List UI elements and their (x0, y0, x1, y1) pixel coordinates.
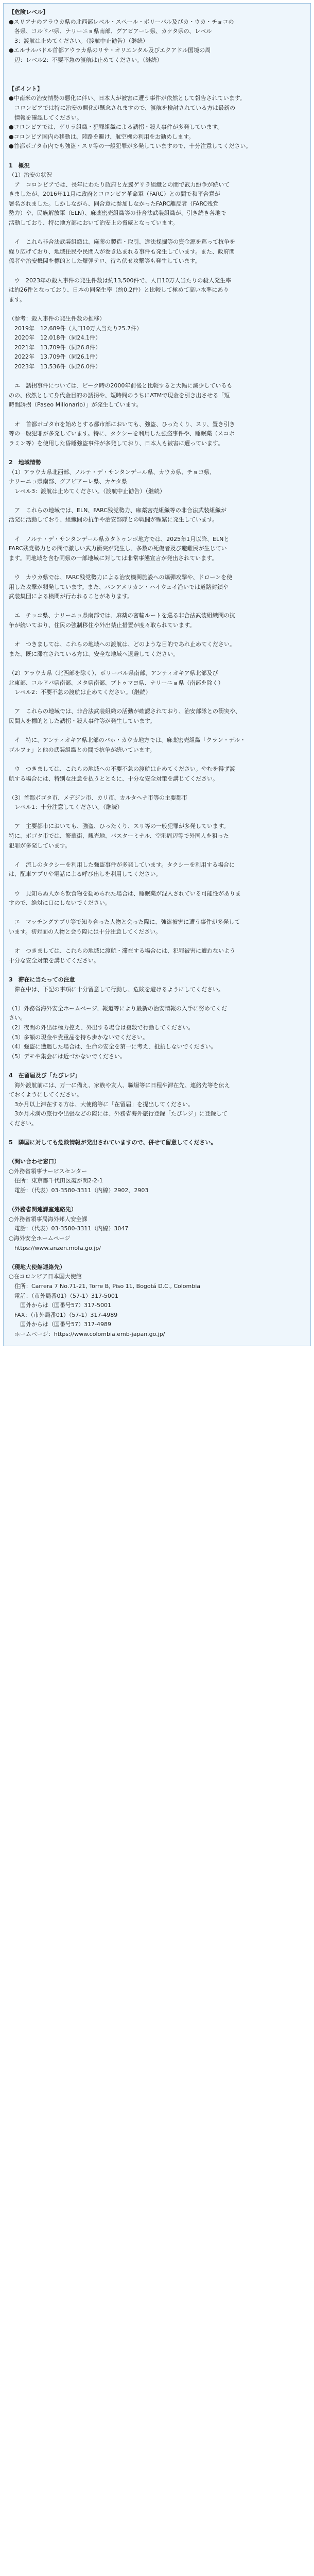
text-line: FARC残党勢力との間で激しい武力衝突が発生し、多数の死傷者及び避難民が生じてい (9, 545, 227, 552)
blank-line (9, 304, 305, 314)
blank-line (9, 726, 305, 736)
text-line: 海外渡航前には、万一に備え、家族や友人、職場等に日程や滞在先、連絡先等を伝え (9, 1081, 230, 1089)
text-line: ウ 2023年の殺人事件の発生件数は約13,500件で、人口10万人当たりの殺人発生率 (9, 277, 232, 284)
text-line: ○外務省領事局海外邦人安全課 (9, 1215, 88, 1223)
text-line: （3）多額の現金や貴重品を持ち歩かないでください。 (9, 1033, 148, 1041)
text-line: 3か月以上滞在する方は、大使館等に「在留届」を提出してください。 (9, 1100, 194, 1108)
blank-line (9, 994, 305, 1004)
text-line: ○外務省領事サービスセンター (9, 1167, 88, 1175)
text-line: ウ つきましては、これらの地域への不要不急の渡航は止めてください。やむを得ず渡 (9, 765, 235, 772)
text-line: レベル1：十分注意してください。（継続） (9, 804, 123, 811)
text-line: 1 概況 (9, 162, 30, 169)
text-line: オ 首都ボゴタ市を始めとする都市部においても、強盗、ひったくり、スリ、置き引き (9, 420, 235, 428)
blank-line (9, 631, 305, 640)
text-line: 辺：レベル2：不要不急の渡航は止めてください。（継続） (9, 56, 163, 63)
blank-line (9, 75, 305, 84)
text-line: ます。 (9, 296, 26, 303)
text-line: ○在コロンビア日本国大使館 (9, 1273, 82, 1280)
text-line: ウ カウカ県では、FARC残党勢力による治安機関施設への爆弾攻撃や、ドローンを使 (9, 574, 233, 581)
blank-line (9, 228, 305, 238)
blank-line (9, 448, 305, 458)
text-line: FAX：（市外局番01）（57-1）317-4989 (9, 1311, 118, 1318)
blank-line (9, 755, 305, 765)
text-line: ア これらの地域では、ELN、FARC残党勢力、麻薬密売組織等の非合法武装組織が (9, 506, 226, 514)
text-line: （参考：殺人事件の発生件数の推移） (9, 315, 105, 322)
text-line: ○海外安全ホームページ (9, 1235, 71, 1242)
text-line: ア コロンビアでは、長年にわたり政府と左翼ゲリラ組織との間で武力紛争が続いて (9, 181, 230, 188)
text-line: 争が続いており、住民の強制移住や外出禁止措置が度々取られています。 (9, 622, 196, 629)
text-line: オ つきましては、これらの地域に渡航・滞在する場合には、犯罪被害に遭わないよう (9, 947, 235, 955)
text-line: また、既に滞在されている方は、安全な地域へ退避してください。 (9, 650, 179, 657)
text-line[interactable]: https://www.anzen.mofa.go.jp/ (9, 1244, 101, 1251)
blank-line (9, 496, 305, 506)
text-line: 特に、ボゴタ市では、繁華街、観光地、バスターミナル、空港周辺等で外国人を狙った (9, 833, 229, 840)
blank-line (9, 410, 305, 420)
text-line: ア これらの地域では、非合法武装組織の活動が確認されており、治安部隊との衝突や、 (9, 708, 241, 715)
text-line: 3か月未満の旅行や出張などの際には、外務省海外旅行登録「たびレジ」に登録して (9, 1110, 228, 1117)
blank-line (9, 372, 305, 382)
text-line: 電話：（代表）03-3580-3311（内線）3047 (9, 1225, 129, 1232)
text-line: 勢力）や、民族解放軍（ELN）、麻薬密売組織等の非合法武装組織が、引き続き各地で (9, 210, 226, 217)
text-line: 電話：（代表）03-3580-3311（内線）2902、2903 (9, 1187, 149, 1194)
text-line: イ これら非合法武装組織は、麻薬の製造・取引、違法採掘等の資金源を巡って抗争を (9, 239, 235, 246)
text-line: （2）夜間の外出は極力控え、外出する場合は複数で行動してください。 (9, 1024, 194, 1031)
safety-info-document (3, 3, 311, 1346)
blank-line (9, 602, 305, 612)
blank-line (9, 659, 305, 669)
text-line: すので、絶対に口にしないでください。 (9, 900, 111, 907)
blank-line (9, 525, 305, 535)
text-line: 2 地域情勢 (9, 459, 41, 466)
text-line: （1）アラウカ県北西部、ノルテ・デ・サンタンデール県、カウカ県、チョコ県、 (9, 468, 216, 476)
text-line: 民間人を標的とした誘拐・殺人事件等が発生しています。 (9, 717, 156, 724)
text-line: （4）強盗に遭遇した場合は、生命の安全を第一に考え、抵抗しないでください。 (9, 1043, 217, 1050)
text-line: （5）デモや集会には近づかないでください。 (9, 1053, 126, 1060)
text-line: ア 主要都市においても、強盗、ひったくり、スリ等の一般犯罪が多発しています。 (9, 823, 230, 830)
blank-line (9, 1253, 305, 1263)
text-line: （現地大使館連絡先） (9, 1263, 65, 1270)
text-line: （外務省関連課室連絡先） (9, 1206, 77, 1213)
blank-line (9, 908, 305, 918)
blank-line (9, 698, 305, 707)
text-line: 北東部、コルドバ県南部、メタ県南部、プトゥマヨ県、ナリーニョ県（南部を除く） (9, 679, 224, 686)
text-line: 2022年 13,709件（同26.1件） (9, 353, 101, 361)
blank-line (9, 563, 305, 573)
text-line[interactable]: ホームページ：https://www.colombia.emb-japan.go.jp/ (9, 1330, 165, 1337)
text-line: さい。 (9, 1014, 26, 1022)
text-line: イ 流しのタクシーを利用した強盗事件が多発しています。タクシーを利用する場合に (9, 861, 235, 868)
text-line: （問い合わせ窓口） (9, 1158, 60, 1165)
text-line: レベル2：不要不急の渡航は止めてください。（継続） (9, 689, 151, 696)
text-line: エ チョコ県、ナリーニョ県南部では、麻薬の密輸ルートを巡る非合法武装組織間の抗 (9, 612, 235, 619)
text-line: きましたが、2016年11月に政府とコロンビア革命軍（FARC）との間で和平合意が (9, 191, 220, 198)
blank-line (9, 965, 305, 975)
text-line: （1）治安の状況 (9, 172, 52, 179)
text-line: ●コロンビアでは、ゲリラ組織・犯罪組織による誘拐・殺人事件が多発しています。 (9, 124, 223, 131)
text-line: 用した攻撃が頻発しています。また、パンアメリカン・ハイウェイ沿いでは道路封鎖や (9, 583, 229, 590)
blank-line (9, 1128, 305, 1138)
text-line: （2）アラウカ県（北西部を除く）、ボリーバル県南部、アンティオキア県北部及び (9, 669, 218, 676)
blank-line (9, 266, 305, 276)
text-line: 活動しており、特に地方部において治安上の脅威となっています。 (9, 219, 179, 227)
text-line: は、配車アプリや電話による呼び出しを利用してください。 (9, 871, 162, 878)
blank-line (9, 1196, 305, 1206)
blank-line (9, 879, 305, 889)
blank-line (9, 151, 305, 161)
blank-line (9, 784, 305, 793)
text-line: イ 特に、アンティオキア県北部のバホ・カウカ地方では、麻薬密売組織「クラン・デル・ (9, 737, 246, 744)
text-line: 国外からは（国番号57）317-4989 (9, 1321, 111, 1328)
text-line: は約26件となっており、日本の同発生率（約0.2件）と比較して極めて高い水準にあり (9, 286, 229, 294)
text-line: 3 滞在に当たっての注意 (9, 976, 75, 983)
text-line: 住所：Carrera 7 No.71-21, Torre B, Piso 11, Bogotá D.C., Colombia (9, 1282, 201, 1290)
text-line: エ マッチングアプリ等で知り合った人物と会った際に、強盗被害に遭う事件が多発して (9, 919, 240, 926)
text-line: 各県、コルドバ県、ナリーニョ県南部、グアビアーレ県、カケタ県の、レベル (9, 28, 212, 35)
text-line: 犯罪が多発しています。 (9, 842, 71, 849)
blank-line (9, 1061, 305, 1071)
text-line: のの、依然として身代金目的の誘拐や、短時間のうちにATMで現金を引き出させる「短 (9, 392, 230, 399)
text-line: 住所：東京都千代田区霞が関2-2-1 (9, 1177, 103, 1184)
blank-line (9, 65, 305, 75)
text-line: ●首都ボゴタ市内でも強盗・スリ等の一般犯罪が多発していますので、十分注意してください。 (9, 143, 252, 150)
text-line: 3：渡航は止めてください。（渡航中止勧告）（継続） (9, 37, 148, 44)
text-line: 4 在留届及び「たびレジ」 (9, 1072, 81, 1079)
text-line: ●エルサルバドル首都アウラカ県のリサ・オリエンタル及びエクアドル国境の周 (9, 47, 211, 54)
text-line: エ 誘拐事件については、ピーク時の2000年前後と比較すると大幅に減少しているも (9, 382, 233, 389)
text-line: ●コロンビア国内の移動は、陸路を避け、航空機の利用をお勧めします。 (9, 133, 195, 140)
text-line: ます。同地域を含む同県の一部地域に対しては非常事態宣言が発出されています。 (9, 554, 218, 562)
text-line: オ つきましては、これらの地域への渡航は、どのような目的であれ止めてください。 (9, 641, 235, 648)
text-line: 2021年 13,709件（同26.8件） (9, 344, 101, 351)
text-line: 署名されました。しかしながら、同合意に参加しなかったFARC離反者（FARC残党 (9, 200, 219, 207)
text-line: 武装集団による検問が行われることがあります。 (9, 593, 133, 600)
text-line: コロンビアでは特に治安の悪化が懸念されますので、渡航を検討されている方は最新の (9, 104, 236, 111)
blank-line (9, 1148, 305, 1158)
text-line: 国外からは（国番号57）317-5001 (9, 1302, 111, 1309)
text-line: ラミン等）を使用した昏睡強盗事件が多発しており、日本人も被害に遭っています。 (9, 439, 224, 447)
blank-line (9, 937, 305, 947)
text-line: 十分な安全対策を講じてください。 (9, 957, 99, 964)
text-line: 【危険レベル】 (9, 9, 48, 15)
text-line: ください。 (9, 1120, 37, 1127)
text-line: 2019年 12,689件（人口10万人当たり25.7件） (9, 325, 142, 332)
text-line: 【ポイント】 (9, 85, 43, 92)
text-line: ナリーニョ県南部、グアビアーレ県、カケタ県 (9, 478, 127, 485)
text-line: 滞在中は、下記の事項に十分留意して行動し、危険を避けるようにしてください。 (9, 986, 224, 993)
text-line: ゴルフォ」と他の武装組織との間で抗争が続いています。 (9, 746, 155, 753)
text-line: 係者や治安機関を標的とした爆弾テロ、待ち伏せ攻撃等も発生しています。 (9, 258, 201, 265)
text-line: 活発に活動しており、組織間の抗争や治安部隊との戦闘が頻繁に発生しています。 (9, 516, 218, 523)
text-line: イ ノルテ・デ・サンタンデール県カタトゥンボ地方では、2025年1月以降、ELNと (9, 535, 230, 543)
text-line: 等の一般犯罪が多発しています。特に、タクシーを利用した強盗事件や、睡眠薬（スコポ (9, 430, 235, 437)
text-line: ておくようにしてください。 (9, 1091, 82, 1098)
text-line: 2020年 12,018件（同24.1件） (9, 334, 101, 342)
text-line: います。初対面の人物と会う際には十分注意してください。 (9, 928, 162, 935)
text-line: ●中南米の治安情勢の悪化に伴い、日本人が被害に遭う事件が依然として報告されています。 (9, 95, 246, 102)
text-line: （1）外務省海外安全ホームページ、報道等により最新の治安情報の入手に努めてくだ (9, 1005, 227, 1012)
text-line: 情報を確認してください。 (9, 114, 82, 121)
text-line: 電話：（市外局番01）（57-1）317-5001 (9, 1292, 118, 1299)
text-line: レベル3：渡航は止めてください。（渡航中止勧告）（継続） (9, 487, 165, 495)
text-line: 航する場合には、特別な注意を払うとともに、十分な安全対策を講じてください。 (9, 775, 218, 782)
text-line: ●スリアナのアラウカ県の北西部レベル・スペール・ボリーバル及びカ・ウカ・チョコの (9, 18, 234, 25)
text-line: ウ 見知らぬ人から飲食物を勧められた場合は、睡眠薬が混入されている可能性がありま (9, 890, 241, 897)
text-line: 5 隣国に対しても危険情報が発出されていますので、併せて留意してください。 (9, 1139, 217, 1146)
blank-line (9, 812, 305, 822)
text-line: 2023年 13,536件（同26.0件） (9, 363, 101, 370)
text-line: 時間誘拐（Paseo Millonario）」が発生しています。 (9, 401, 142, 409)
blank-line (9, 851, 305, 860)
text-line: （3）首都ボゴタ市、メデジン市、カリ市、カルタヘナ市等の主要都市 (9, 794, 188, 801)
text-line: 繰り広げており、地域住民や民間人が巻き込まれる事件も発生しています。また、政府関 (9, 248, 235, 255)
